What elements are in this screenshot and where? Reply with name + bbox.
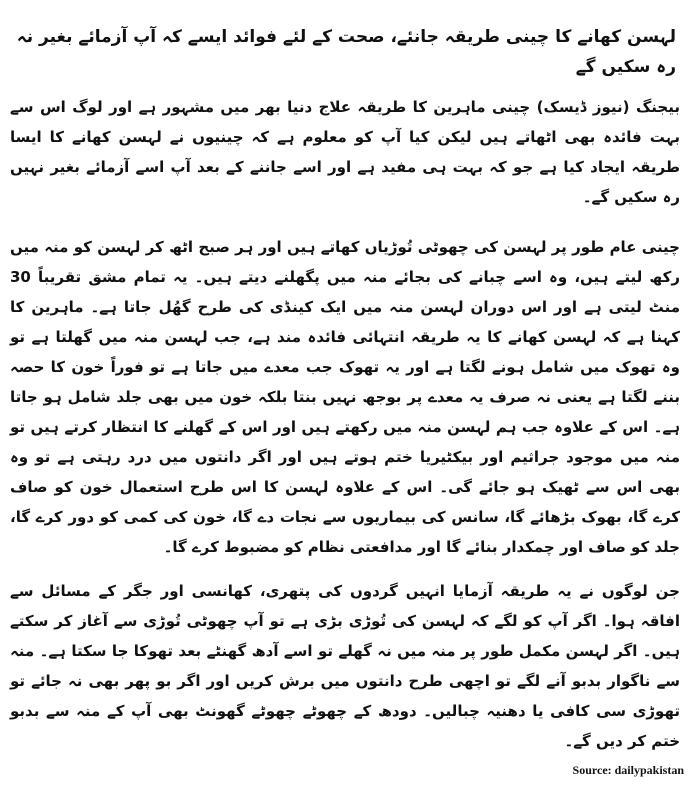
source-credit: Source: dailypakistan: [572, 763, 684, 777]
article: [10, 0, 680, 803]
article-paragraph: چینی عام طور پر لہسن کی چھوٹی تُوڑیاں کھاتے ہیں اور ہر صبح اٹھ کر لہسن کو منہ میں رکھ لیتے ہیں، وہ اسے چبانے کی بجائے منہ میں پگھلنے دیتے ہیں۔ یہ تمام مشق تقریباً 30 منٹ لیتی ہے اور اس دوران لہسن منہ میں ایک کینڈی کی طرح گھُل جاتا ہے۔ ماہرین کا کہنا ہے کہ لہسن کھانے کا یہ طریقہ انتہائی فائدہ مند ہے، جب لہسن منہ میں گھلتا ہے تو وہ تھوک میں شامل ہونے لگتا ہے اور یہ تھوک جب معدے میں جاتا ہے تو فوراً خون کا حصہ بننے لگتا ہے یعنی نہ صرف یہ معدے پر بوجھ نہیں بنتا بلکہ خون میں بھی جلد شامل ہو جاتا ہے۔ اس کے علاوہ جب ہم لہسن منہ میں رکھتے ہیں اور اس کے گھلنے کا انتظار کرتے ہیں تو منہ میں موجود جراثیم اور بیکٹیریا ختم ہوتے ہیں اور اگر دانتوں میں درد رہتی ہے تو وہ بھی اس سے ٹھیک ہو جائے گی۔ اس کے علاوہ لہسن کا اس طرح استعمال خون کو صاف کرے گا، بھوک بڑھائے گا، سانس کی بیماریوں سے نجات دے گا، خون کی کمی کو دور کرے گا، جلد کو صاف اور چمکدار بنائے گا اور مدافعتی نظام کو مضبوط کرے گا۔: [10, 238, 680, 556]
article-paragraph: جن لوگوں نے یہ طریقہ آزمایا انہیں گردوں کی پتھری، کھانسی اور جگر کے مسائل سے افاقہ ہوا۔ اگر آپ کو لگے کہ لہسن کی تُوڑی بڑی ہے تو آپ چھوٹی تُوڑی سے آغاز کر سکتے ہیں۔ اگر لہسن مکمل طور پر منہ میں نہ گھلے تو اسے آدھ گھنٹے بعد تھوکا جا سکتا ہے۔ منہ سے ناگوار بدبو آنے لگے تو اچھی طرح دانتوں میں برش کریں اور اگر بو پھر بھی نہ جائے تو تھوڑی سی کافی یا دھنیہ چبالیں۔ دودھ کے چھوٹے چھوٹے گھونٹ بھی آپ کے منہ سے بدبو ختم کر دیں گے۔: [10, 582, 680, 750]
article-headline: لہسن کھانے کا چینی طریقہ جانئے، صحت کے لئے فوائد ایسے کہ آپ آزمائے بغیر نہ رہ سکیں گے: [16, 27, 676, 77]
article-paragraph: بیجنگ (نیوز ڈیسک) چینی ماہرین کا طریقہ علاج دنیا بھر میں مشہور ہے اور لوگ اس سے بہت فائدہ بھی اٹھاتے ہیں لیکن کیا آپ کو معلوم ہے کہ چینیوں نے لہسن کھانے کا ایسا طریقہ ایجاد کیا ہے جو کہ بہت ہی مفید ہے اور اسے جاننے کے بعد آپ اسے آزمائے بغیر نہیں رہ سکیں گے۔: [10, 98, 680, 206]
